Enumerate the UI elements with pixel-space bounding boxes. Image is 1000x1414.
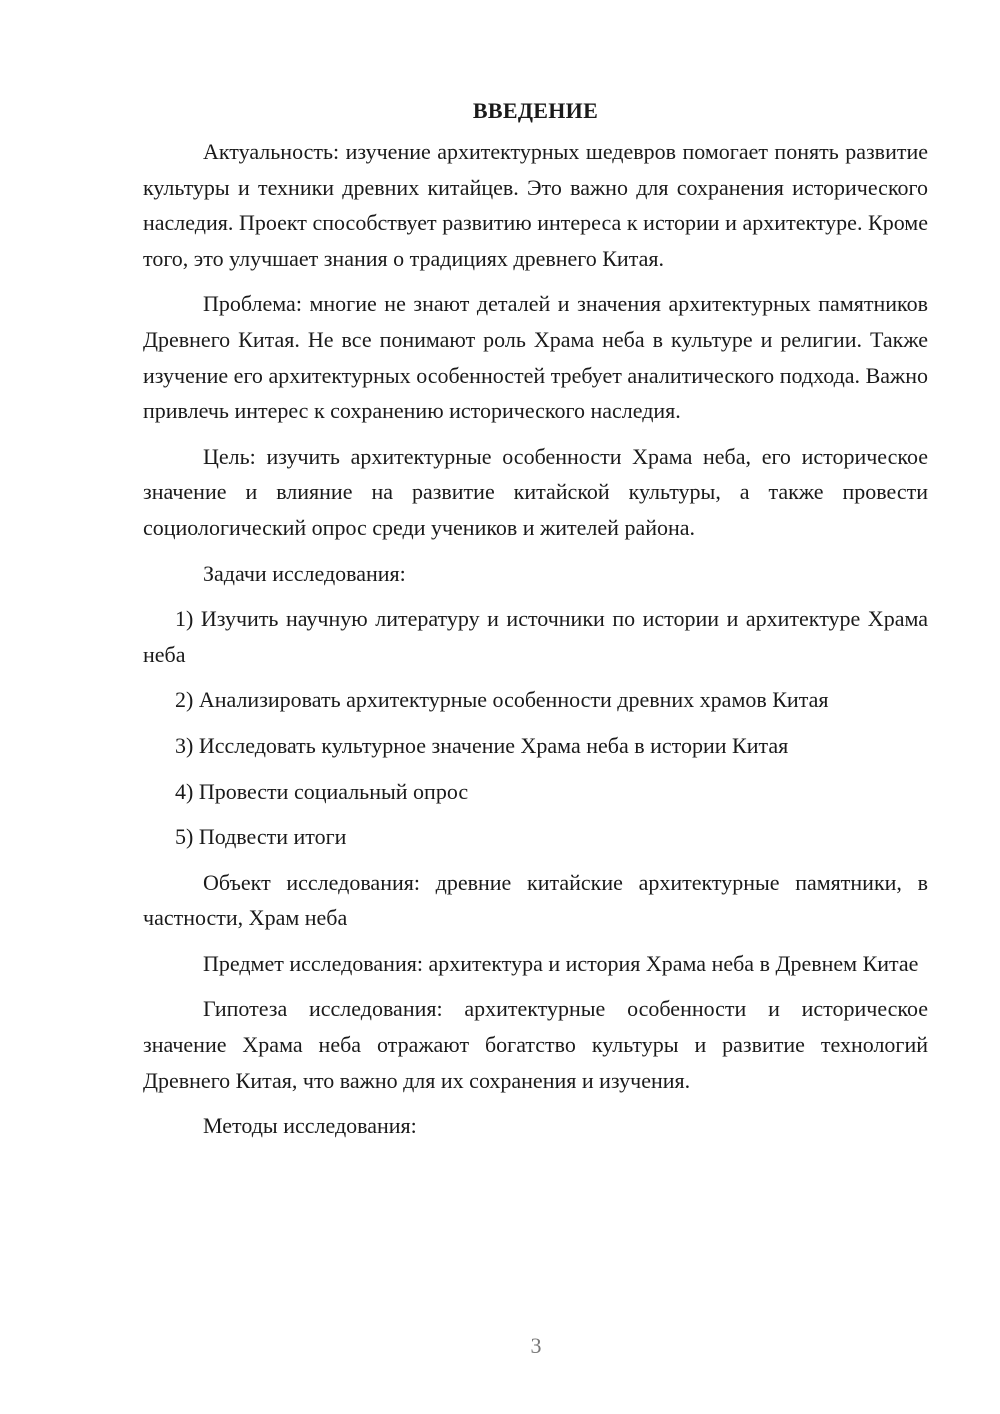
hypothesis-paragraph: Гипотеза исследования: архитектурные особенности и историческое значение Храма неба отражают богатство культуры и развитие технологий Древнего Китая, что важно для их сохранения и изучения. xyxy=(143,996,928,1093)
task-item: 5) Подвести итоги xyxy=(175,824,347,850)
subject-paragraph: Предмет исследования: архитектура и история Храма неба в Древнем Китае xyxy=(203,950,919,976)
task-item: 4) Провести социальный опрос xyxy=(175,778,469,804)
goal-paragraph: Цель: изучить архитектурные особенности Храма неба, его историческое значение и влияние на развитие китайской культуры, а также провести социологический опрос среди учеников и жителей района. xyxy=(143,443,928,540)
page-number: 3 xyxy=(530,1333,542,1358)
tasks-label: Задачи исследования: xyxy=(203,560,406,586)
task-item: 2) Анализировать архитектурные особенности древних храмов Китая xyxy=(175,687,829,713)
task-item: 1) Изучить научную литературу и источники по истории и архитектуре Храма неба xyxy=(143,606,928,667)
methods-label: Методы исследования: xyxy=(203,1113,417,1139)
section-heading: ВВЕДЕНИЕ xyxy=(472,98,599,123)
relevance-paragraph: Актуальность: изучение архитектурных шедевров помогает понять развитие культуры и техники древних китайцев. Это важно для сохранения исторического наследия. Проект способствует развитию интереса к истории и архитектуре. Кроме того, это улучшает знания о традициях древнего Китая. xyxy=(143,139,928,271)
document-page xyxy=(143,96,928,1154)
object-paragraph: Объект исследования: древние китайские архитектурные памятники, в частности, Храм неба xyxy=(143,869,928,931)
problem-paragraph: Проблема: многие не знают деталей и значения архитектурных памятников Древнего Китая. Не все понимают роль Храма неба в культуре и религии. Также изучение его архитектурных особенностей требует аналитического подхода. Важно привлечь интерес к сохранению исторического наследия. xyxy=(143,291,928,424)
task-item: 3) Исследовать культурное значение Храма неба в истории Китая xyxy=(175,732,789,758)
